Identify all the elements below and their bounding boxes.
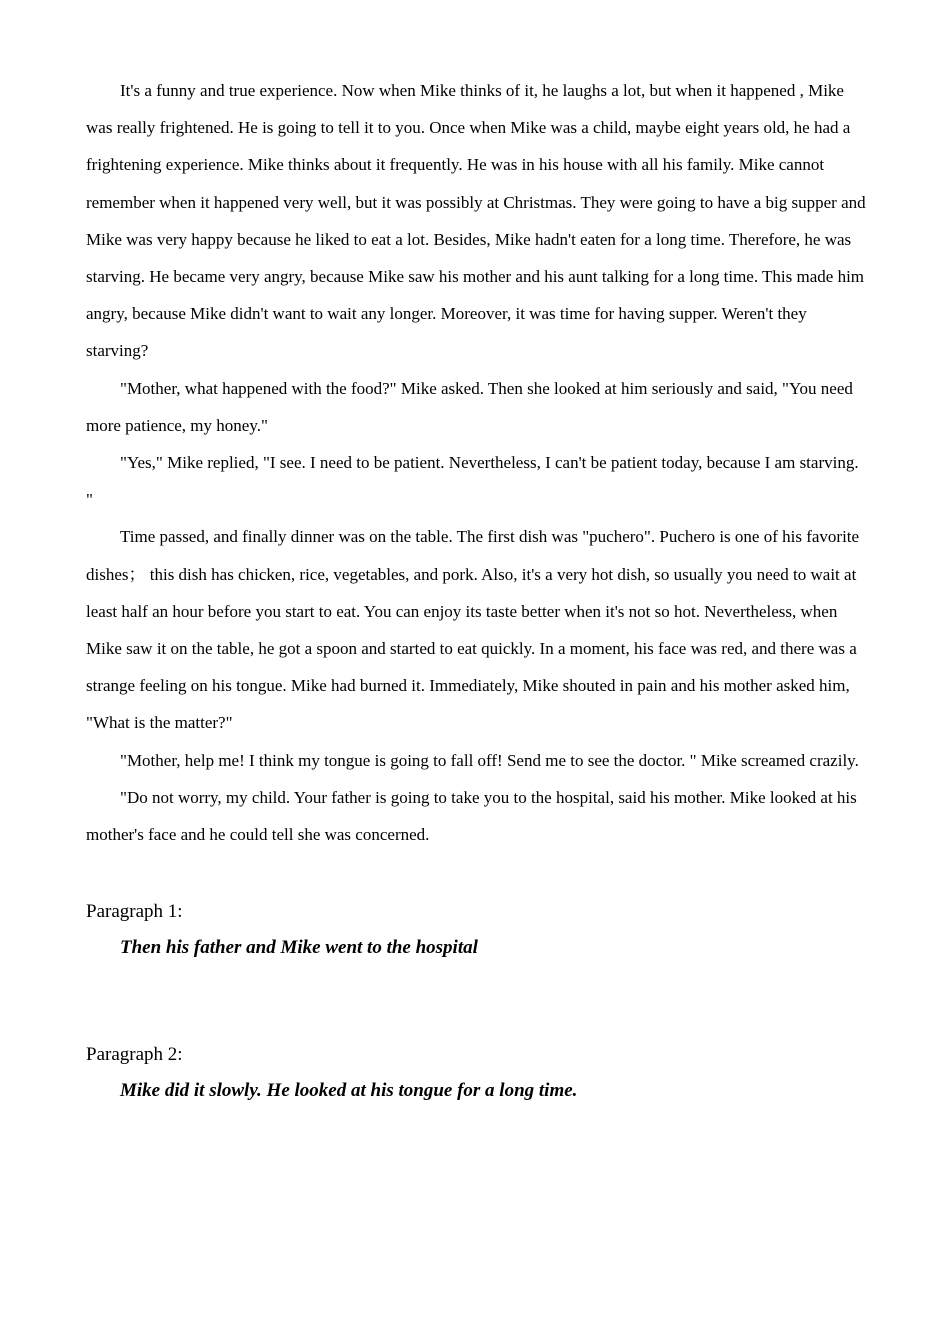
paragraph-1-opening-sentence: Then his father and Mike went to the hospital bbox=[120, 937, 478, 959]
document-page bbox=[86, 72, 866, 1104]
story-paragraph: "Do not worry, my child. Your father is going to take you to the hospital, said his mother. Mike looked at his mother's face and he could tell she was concerned. bbox=[86, 787, 857, 845]
story-text bbox=[86, 72, 866, 853]
story-paragraph: Time passed, and finally dinner was on the table. The first dish was "puchero". Puchero is one of his favorite dishes； this dish has chicken, rice, vegetables, and pork. Also, it's a very hot dish, so usually you need to wait at least half an hour before you start to eat. You can enjoy its taste better when it's not so hot. Nevertheless, when Mike saw it on the table, he got a spoon and started to eat quickly. In a moment, his face was red, and there was a strange feeling on his tongue. Mike had burned it. Immediately, Mike shouted in pain and his mother asked him, "What is the matter?" bbox=[86, 527, 860, 733]
paragraph-1-label: Paragraph 1: bbox=[86, 901, 183, 923]
paragraph-1-prompt bbox=[86, 899, 866, 961]
story-paragraph: "Mother, what happened with the food?" Mike asked. Then she looked at him seriously and said, "You need more patience, my honey." bbox=[86, 378, 853, 435]
story-paragraph: "Yes," Mike replied, "I see. I need to be patient. Nevertheless, I can't be patient today, because I am starving. " bbox=[86, 453, 859, 510]
paragraph-2-prompt bbox=[86, 1042, 866, 1104]
paragraph-2-label: Paragraph 2: bbox=[86, 1044, 183, 1066]
paragraph-2-opening-sentence: Mike did it slowly. He looked at his tongue for a long time. bbox=[120, 1080, 578, 1102]
story-paragraph: It's a funny and true experience. Now when Mike thinks of it, he laughs a lot, but when it happened , Mike was really frightened. He is going to tell it to you. Once when Mike was a child, maybe eight years old, he had a frightening experience. Mike thinks about it frequently. He was in his house with all his family. Mike cannot remember when it happened very well, but it was possibly at Christmas. They were going to have a big supper and Mike was very happy because he liked to eat a lot. Besides, Mike hadn't eaten for a long time. Therefore, he was starving. He became very angry, because Mike saw his mother and his aunt talking for a long time. This made him angry, because Mike didn't want to wait any longer. Moreover, it was time for having supper. Weren't they starving? bbox=[86, 81, 866, 361]
story-paragraph: "Mother, help me! I think my tongue is going to fall off! Send me to see the doctor. " Mike screamed crazily. bbox=[120, 750, 859, 770]
